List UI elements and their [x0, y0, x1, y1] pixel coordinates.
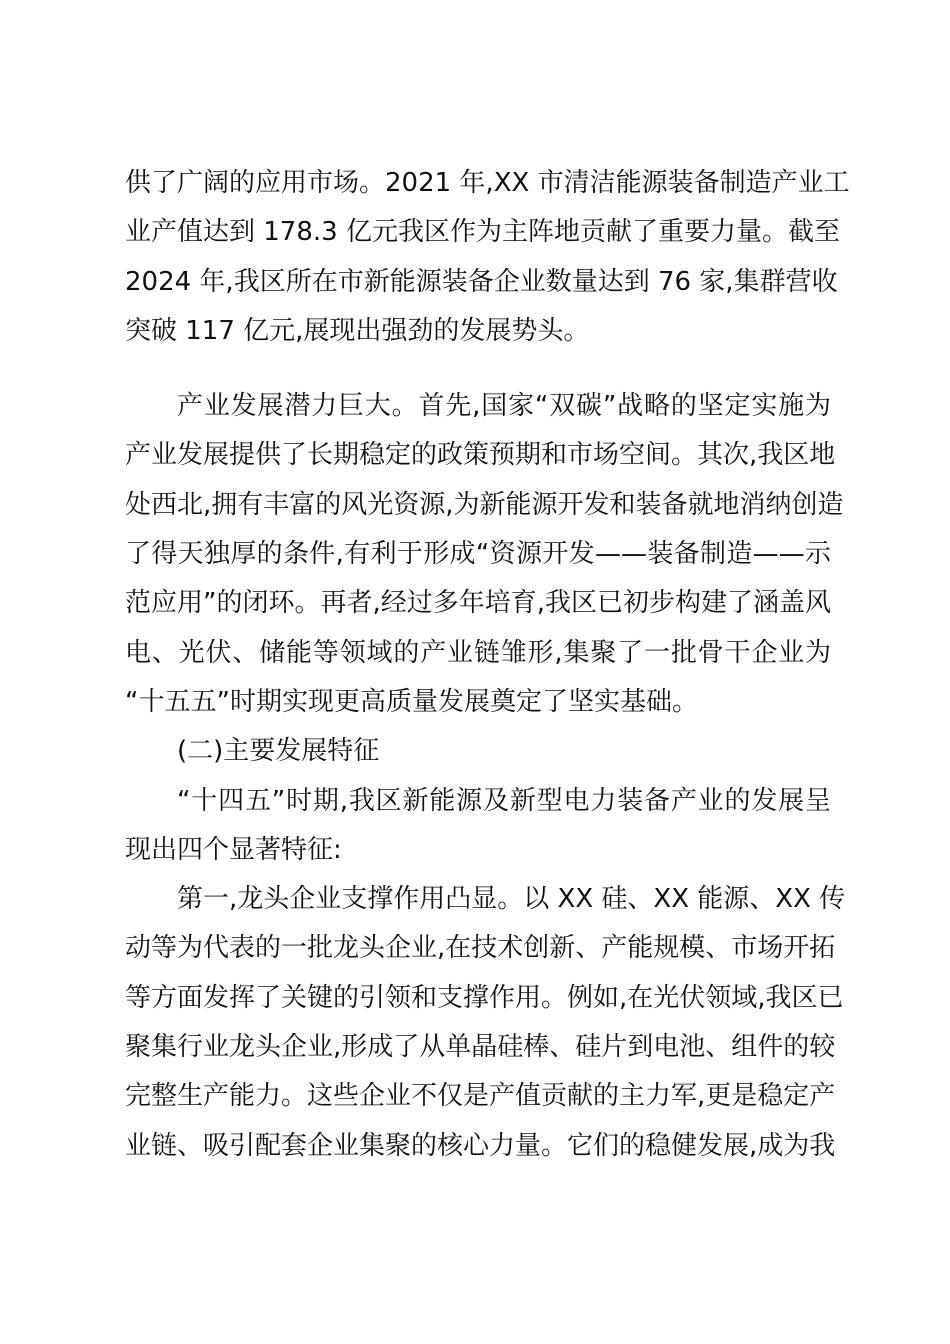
text-line: 现出四个显著特征:	[125, 834, 342, 865]
text-line: 处西北,拥有丰富的风光资源,为新能源开发和装备就地消纳创造	[125, 489, 844, 520]
paragraph-features-intro	[125, 777, 831, 876]
text-line: 了得天独厚的条件,有利于形成“资源开发——装备制造——示	[125, 539, 831, 570]
text-line: 第一,龙头企业支撑作用凸显。以 XX 硅、XX 能源、XX 传	[177, 884, 846, 915]
text-line: 突破 117 亿元,展现出强劲的发展势头。	[125, 315, 590, 346]
document-page	[125, 159, 850, 1171]
paragraph-potential	[125, 382, 844, 727]
text-line: 产业发展潜力巨大。首先,国家“双碳”战略的坚定实施为	[177, 391, 831, 422]
text-line: 业链、吸引配套企业集聚的核心力量。它们的稳健发展,成为我	[125, 1130, 836, 1161]
text-line: 供了广阔的应用市场。2021 年,XX 市清洁能源装备制造产业工	[125, 168, 850, 198]
text-line: 产业发展提供了长期稳定的政策预期和市场空间。其次,我区地	[125, 440, 836, 471]
paragraph-feature-one	[125, 875, 846, 1171]
text-line: 完整生产能力。这些企业不仅是产值贡献的主力军,更是稳定产	[125, 1081, 836, 1112]
section-heading	[125, 727, 831, 776]
paragraph-market	[125, 159, 850, 356]
text-line: “十五五”时期实现更高质量发展奠定了坚实基础。	[125, 686, 698, 717]
text-line: 业产值达到 178.3 亿元我区作为主阵地贡献了重要力量。截至	[125, 217, 840, 248]
text-line: 聚集行业龙头企业,形成了从单晶硅棒、硅片到电池、组件的较	[125, 1032, 836, 1063]
heading-text: (二)主要发展特征	[177, 736, 380, 767]
text-line: 等方面发挥了关键的引领和支撑作用。例如,在光伏领域,我区已	[125, 982, 844, 1013]
text-line: 范应用”的闭环。再者,经过多年培育,我区已初步构建了涵盖风	[125, 588, 831, 619]
text-line: 电、光伏、储能等领域的产业链雏形,集聚了一批骨干企业为	[125, 637, 831, 668]
text-line: 2024 年,我区所在市新能源装备企业数量达到 76 家,集群营收	[125, 266, 838, 297]
text-line: “十四五”时期,我区新能源及新型电力装备产业的发展呈	[177, 785, 831, 816]
text-line: 动等为代表的一批龙头企业,在技术创新、产能规模、市场开拓	[125, 933, 836, 964]
